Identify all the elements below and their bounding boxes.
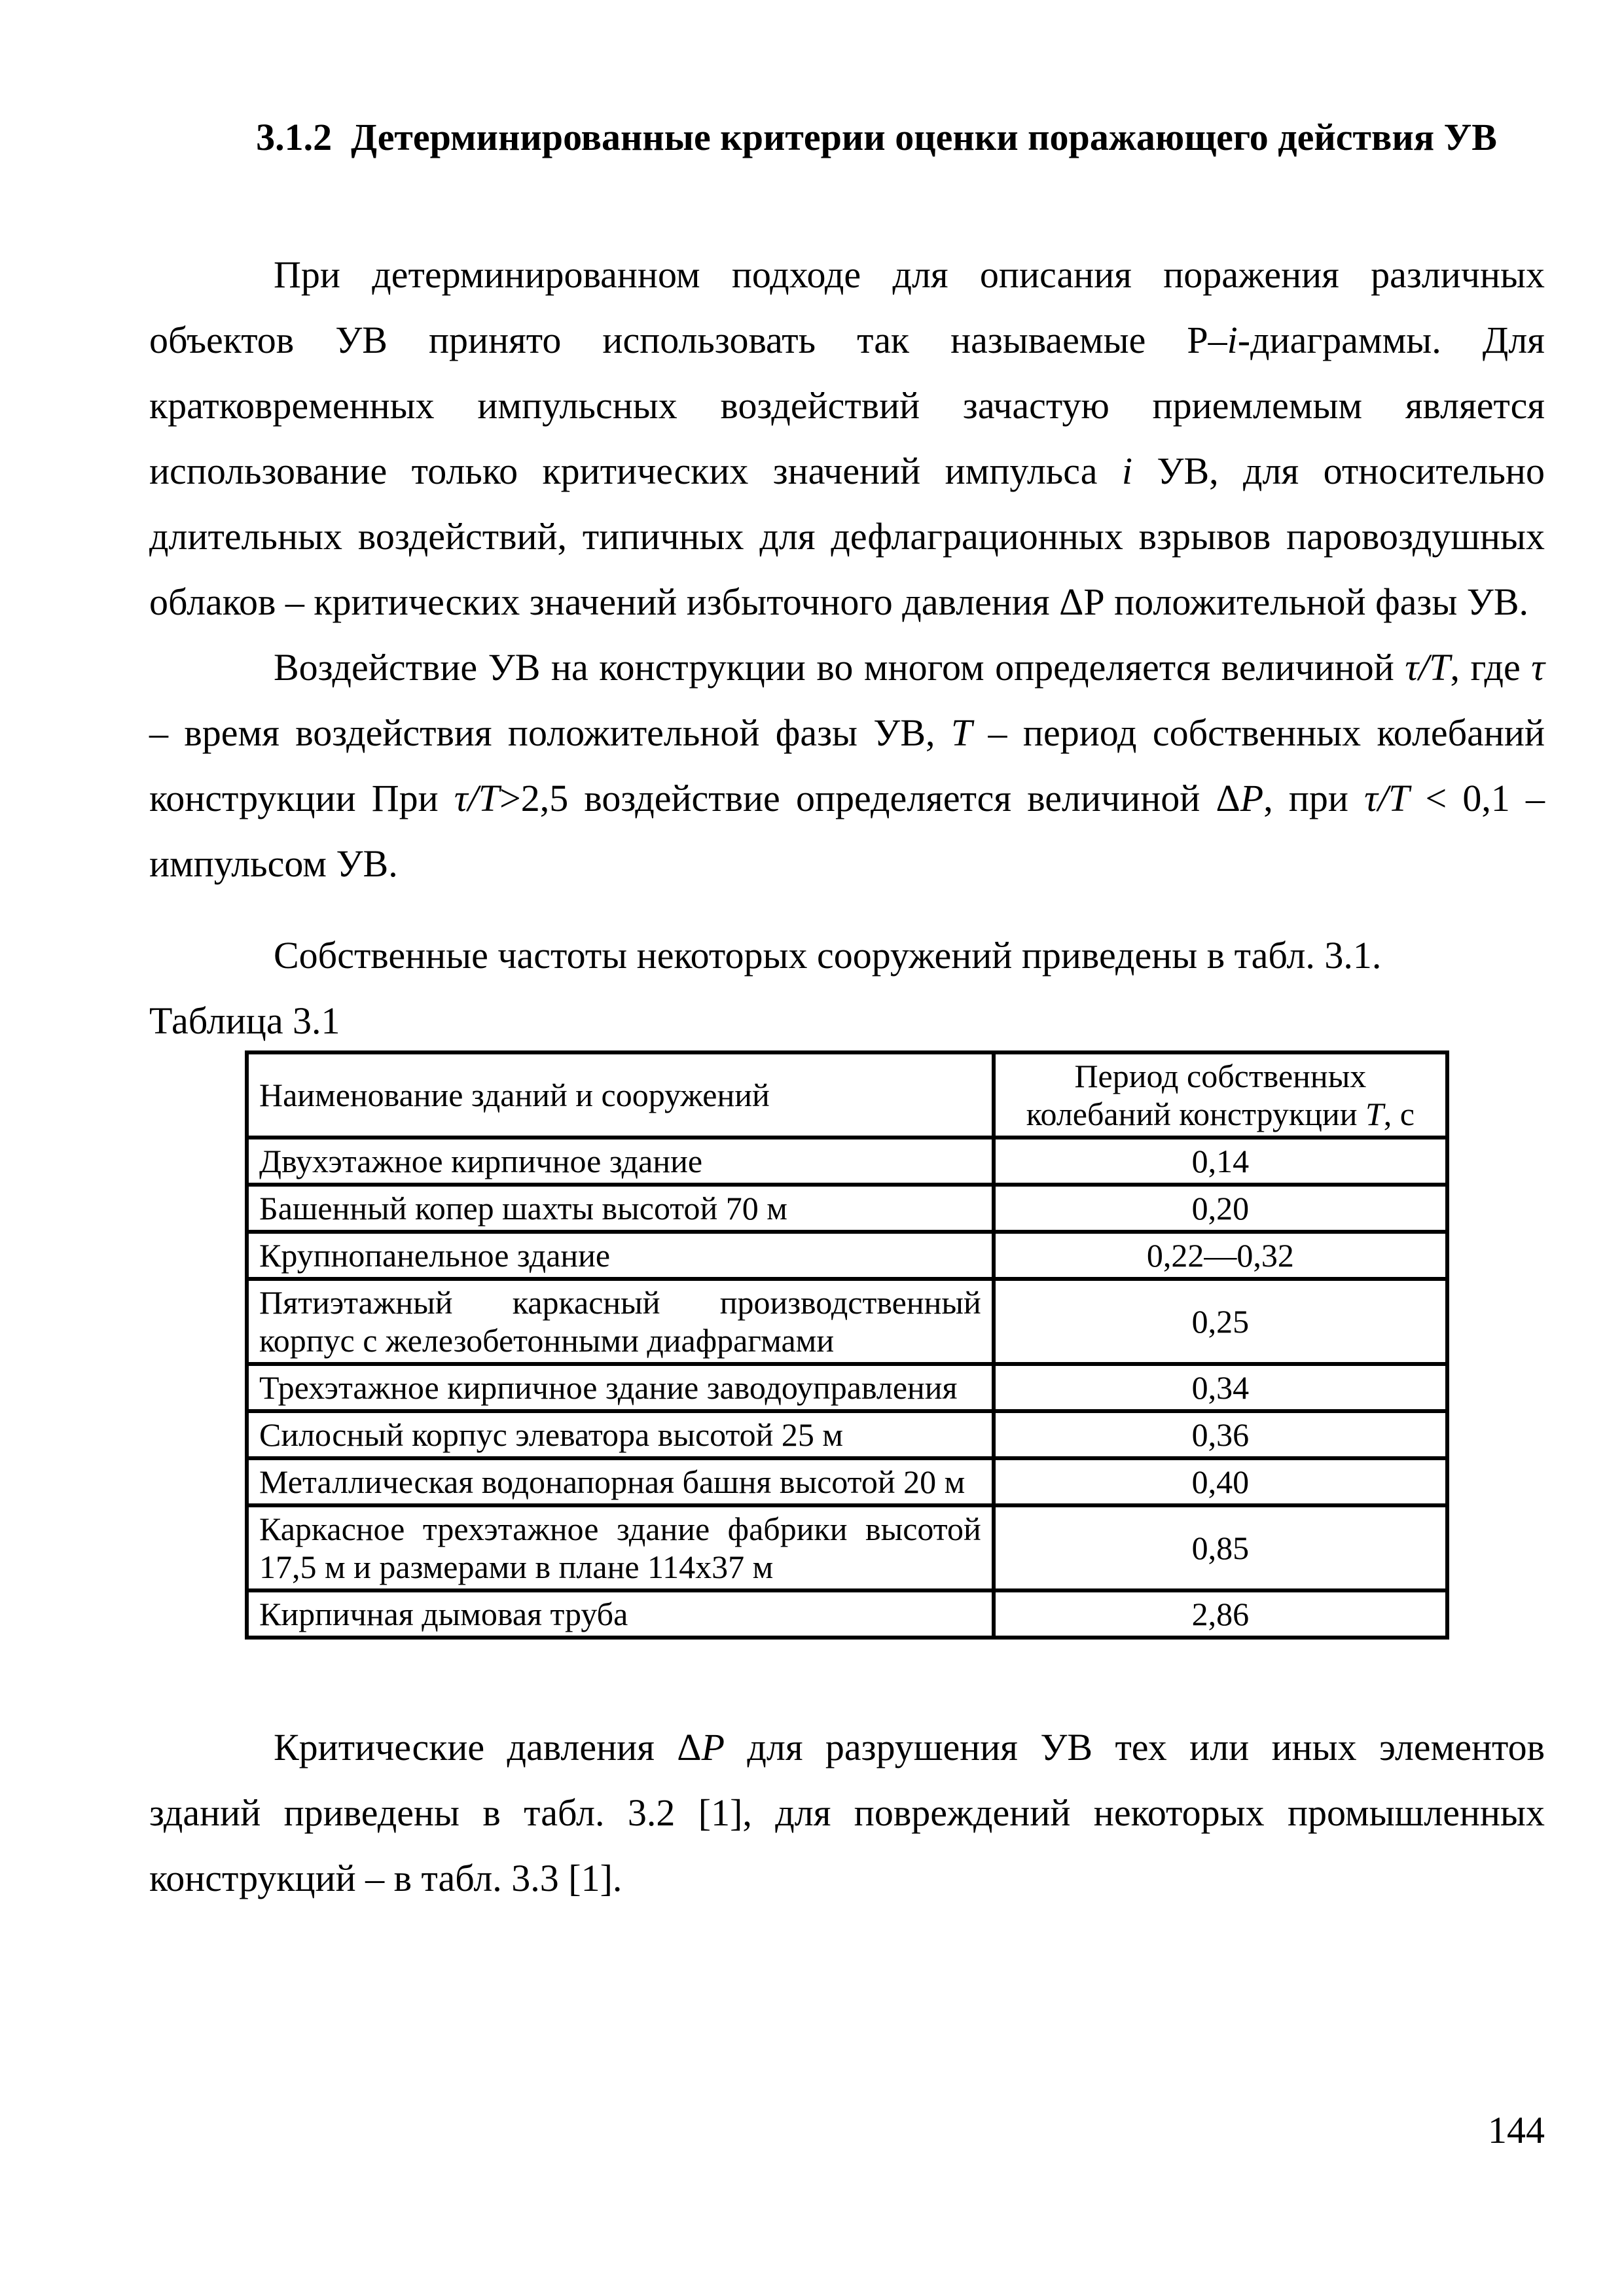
period-value-cell: 0,20 [994, 1185, 1447, 1232]
period-value-cell: 0,14 [994, 1138, 1447, 1185]
period-value-cell: 0,85 [994, 1505, 1447, 1590]
building-name-cell: Силосный корпус элеватора высотой 25 м [247, 1411, 994, 1458]
paragraph-tau-over-t: Воздействие УВ на конструкции во многом определяется величиной τ/T, где τ – время воздействия положительной фазы УВ, T – период собственных колебаний конструкции При τ/T>2,5 воздействие определяется величиной ΔP, при τ/T < 0,1 – импульсом УВ. [149, 646, 1545, 885]
table-row [247, 1505, 1447, 1590]
building-name-cell: Двухэтажное кирпичное здание [247, 1138, 994, 1185]
period-value-cell: 2,86 [994, 1590, 1447, 1638]
paragraph-table-reference: Собственные частоты некоторых сооружений приведены в табл. 3.1. [274, 934, 1382, 977]
paragraph-critical-pressures: Критические давления ΔP для разрушения УВ тех или иных элементов зданий приведены в табл. 3.2 [1], для повреждений некоторых промышленных конструкций – в табл. 3.3 [1]. [149, 1726, 1545, 1899]
building-name-cell: Крупнопанельное здание [247, 1232, 994, 1279]
building-name-cell: Металлическая водонапорная башня высотой 20 м [247, 1458, 994, 1505]
section-heading: 3.1.2 Детерминированные критерии оценки поражающего действия УВ [256, 116, 1497, 158]
column-header-building-name: Наименование зданий и сооружений [247, 1052, 994, 1138]
natural-frequency-table [245, 1050, 1449, 1640]
period-value-cell: 0,25 [994, 1279, 1447, 1364]
building-name-cell: Трехэтажное кирпичное здание заводоуправления [247, 1364, 994, 1411]
table-row [247, 1364, 1447, 1411]
table-body [247, 1138, 1447, 1638]
column-header-period: Период собственных колебаний конструкции T, с [994, 1052, 1447, 1138]
table-label: Таблица 3.1 [149, 999, 340, 1042]
table-row [247, 1411, 1447, 1458]
table-row [247, 1590, 1447, 1638]
building-name-cell: Кирпичная дымовая труба [247, 1590, 994, 1638]
table-row [247, 1185, 1447, 1232]
period-value-cell: 0,34 [994, 1364, 1447, 1411]
building-name-cell: Пятиэтажный каркасный производственный корпус с железобетонными диафрагмами [247, 1279, 994, 1364]
building-name-cell: Каркасное трехэтажное здание фабрики высотой 17,5 м и размерами в плане 114х37 м [247, 1505, 994, 1590]
period-value-cell: 0,40 [994, 1458, 1447, 1505]
paragraph-deterministic-approach: При детерминированном подходе для описания поражения различных объектов УВ принято использовать так называемые Р–i-диаграммы. Для кратковременных импульсных воздействий зачастую приемлемым является использование только критических значений импульса i УВ, для относительно длительных воздействий, типичных для дефлаграционных взрывов паровоздушных облаков – критических значений избыточного давления ΔР положительной фазы УВ. [149, 253, 1545, 623]
table-row [247, 1458, 1447, 1505]
page-number: 144 [1488, 2109, 1545, 2151]
building-name-cell: Башенный копер шахты высотой 70 м [247, 1185, 994, 1232]
period-value-cell: 0,36 [994, 1411, 1447, 1458]
table-row [247, 1279, 1447, 1364]
period-value-cell: 0,22—0,32 [994, 1232, 1447, 1279]
table-header-row [247, 1052, 1447, 1138]
table-header [247, 1052, 1447, 1138]
table-row [247, 1138, 1447, 1185]
table-row [247, 1232, 1447, 1279]
